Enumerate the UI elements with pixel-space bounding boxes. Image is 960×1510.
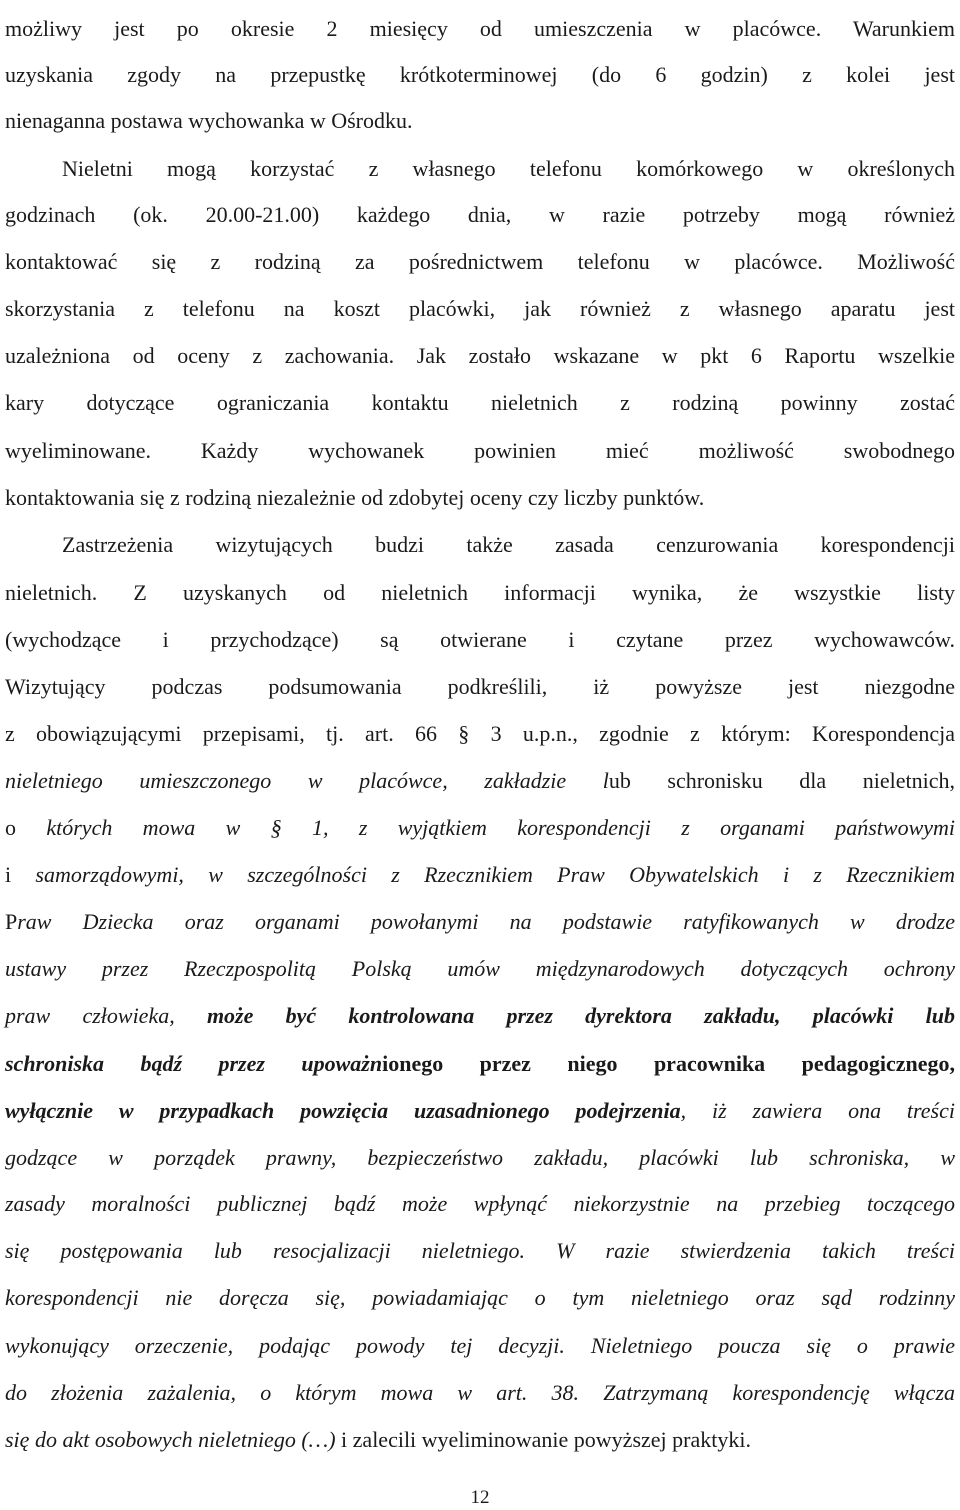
text-segment: których mowa w § 1, z wyjątkiem korespondencji z organami państwowymi (46, 815, 956, 840)
text-segment: ionego przez niego pracownika pedagogicznego, (382, 1051, 956, 1076)
text-segment: nieletniego umieszczonego w placówce, zakładzie l (5, 768, 609, 793)
text-segment: wykonujący orzeczenie, podając powody tej decyzji. Nieletniego poucza się o prawie (5, 1333, 955, 1358)
text-segment: uzyskania zgody na przepustkę krótkoterminowej (do 6 godzin) z kolei jest (5, 62, 955, 87)
text-line (5, 805, 955, 851)
text-line (5, 993, 955, 1039)
text-line (5, 1181, 955, 1227)
text-line (5, 899, 955, 945)
text-segment: (wychodzące i przychodzące) są otwierane i czytane przez wychowawców. (5, 627, 955, 652)
text-line (5, 98, 955, 144)
text-segment: schroniska bądź przez upoważn (5, 1051, 383, 1076)
text-line (5, 333, 955, 379)
text-line (5, 1228, 955, 1274)
text-segment: Nieletni mogą korzystać z własnego telefonu komórkowego w określonych (62, 156, 955, 181)
text-segment: korespondencji nie doręcza się, powiadamiając o tym nieletniego oraz sąd rodzinny (5, 1285, 955, 1310)
text-segment: do złożenia zażalenia, o którym mowa w art. 38. Zatrzymaną korespondencję włącza (5, 1380, 955, 1405)
text-line (5, 1041, 955, 1087)
text-segment: o (5, 815, 47, 840)
text-segment: P (5, 909, 18, 934)
text-segment: nienaganna postawa wychowanka w Ośrodku. (5, 108, 413, 133)
text-line (5, 380, 955, 426)
text-line (5, 664, 955, 710)
text-segment: uzależniona od oceny z zachowania. Jak zostało wskazane w pkt 6 Raportu wszelkie (5, 343, 955, 368)
text-line (5, 1370, 955, 1416)
text-segment: kary dotyczące ograniczania kontaktu nieletnich z rodziną powinny zostać (5, 390, 955, 415)
text-segment: godzinach (ok. 20.00-21.00) każdego dnia, w razie potrzeby mogą również (5, 202, 955, 227)
text-segment: wyłącznie w przypadkach powzięcia uzasadnionego podejrzenia (5, 1098, 681, 1123)
text-line (5, 428, 955, 474)
text-segment: nieletnich. Z uzyskanych od nieletnich informacji wynika, że wszystkie listy (5, 580, 955, 605)
text-line (5, 475, 955, 521)
text-line (5, 758, 955, 804)
text-line (5, 52, 955, 98)
text-segment: , iż zawiera ona treści (680, 1098, 955, 1123)
text-line (5, 192, 955, 238)
text-segment: i (5, 862, 36, 887)
text-line (5, 6, 955, 52)
text-segment: możliwy jest po okresie 2 miesięcy od umieszczenia w placówce. Warunkiem (5, 16, 955, 41)
text-line (5, 852, 955, 898)
text-line (5, 1275, 955, 1321)
text-segment: i zalecili wyeliminowanie powyższej praktyki. (335, 1427, 751, 1452)
text-segment: zasady moralności publicznej bądź może wpłynąć niekorzystnie na przebieg toczącego (5, 1191, 955, 1216)
page-number: 12 (470, 1487, 490, 1508)
text-segment: godzące w porządek prawny, bezpieczeństwo zakładu, placówki lub schroniska, w (5, 1145, 955, 1170)
text-line (5, 1323, 955, 1369)
text-segment: ub schronisku dla nieletnich, (608, 768, 955, 793)
text-segment: się postępowania lub resocjalizacji nieletniego. W razie stwierdzenia takich treści (5, 1238, 955, 1263)
text-line (5, 711, 955, 757)
text-segment: z obowiązującymi przepisami, tj. art. 66 § 3 u.p.n., zgodnie z którym: Korespondencja (5, 721, 955, 746)
text-line (5, 1088, 955, 1134)
text-segment: raw Dziecka oraz organami powołanymi na podstawie ratyfikowanych w drodze (17, 909, 955, 934)
text-segment: kontaktowania się z rodziną niezależnie od zdobytej oceny czy liczby punktów. (5, 485, 705, 510)
text-line (62, 146, 955, 192)
text-segment: ustawy przez Rzeczpospolitą Polską umów międzynarodowych dotyczących ochrony (5, 956, 955, 981)
text-segment: Zastrzeżenia wizytujących budzi także zasada cenzurowania korespondencji (62, 532, 955, 557)
text-line (5, 1417, 955, 1463)
text-line (5, 286, 955, 332)
text-segment: samorządowymi, w szczególności z Rzecznikiem Praw Obywatelskich i z Rzecznikiem (35, 862, 955, 887)
text-segment: może być kontrolowana przez dyrektora zakładu, placówki lub (206, 1003, 955, 1028)
text-line (5, 946, 955, 992)
text-line (5, 239, 955, 285)
text-segment: wyeliminowane. Każdy wychowanek powinien mieć możliwość swobodnego (5, 438, 955, 463)
text-line (5, 570, 955, 616)
text-segment: się do akt osobowych nieletniego (…) (5, 1427, 336, 1452)
text-line (5, 617, 955, 663)
text-segment: kontaktować się z rodziną za pośrednictwem telefonu w placówce. Możliwość (5, 249, 955, 274)
text-line (62, 522, 955, 568)
text-segment: Wizytujący podczas podsumowania podkreślili, iż powyższe jest niezgodne (5, 674, 955, 699)
text-line (5, 1135, 955, 1181)
text-segment: skorzystania z telefonu na koszt placówki, jak również z własnego aparatu jest (5, 296, 955, 321)
text-segment: praw człowieka, (5, 1003, 207, 1028)
